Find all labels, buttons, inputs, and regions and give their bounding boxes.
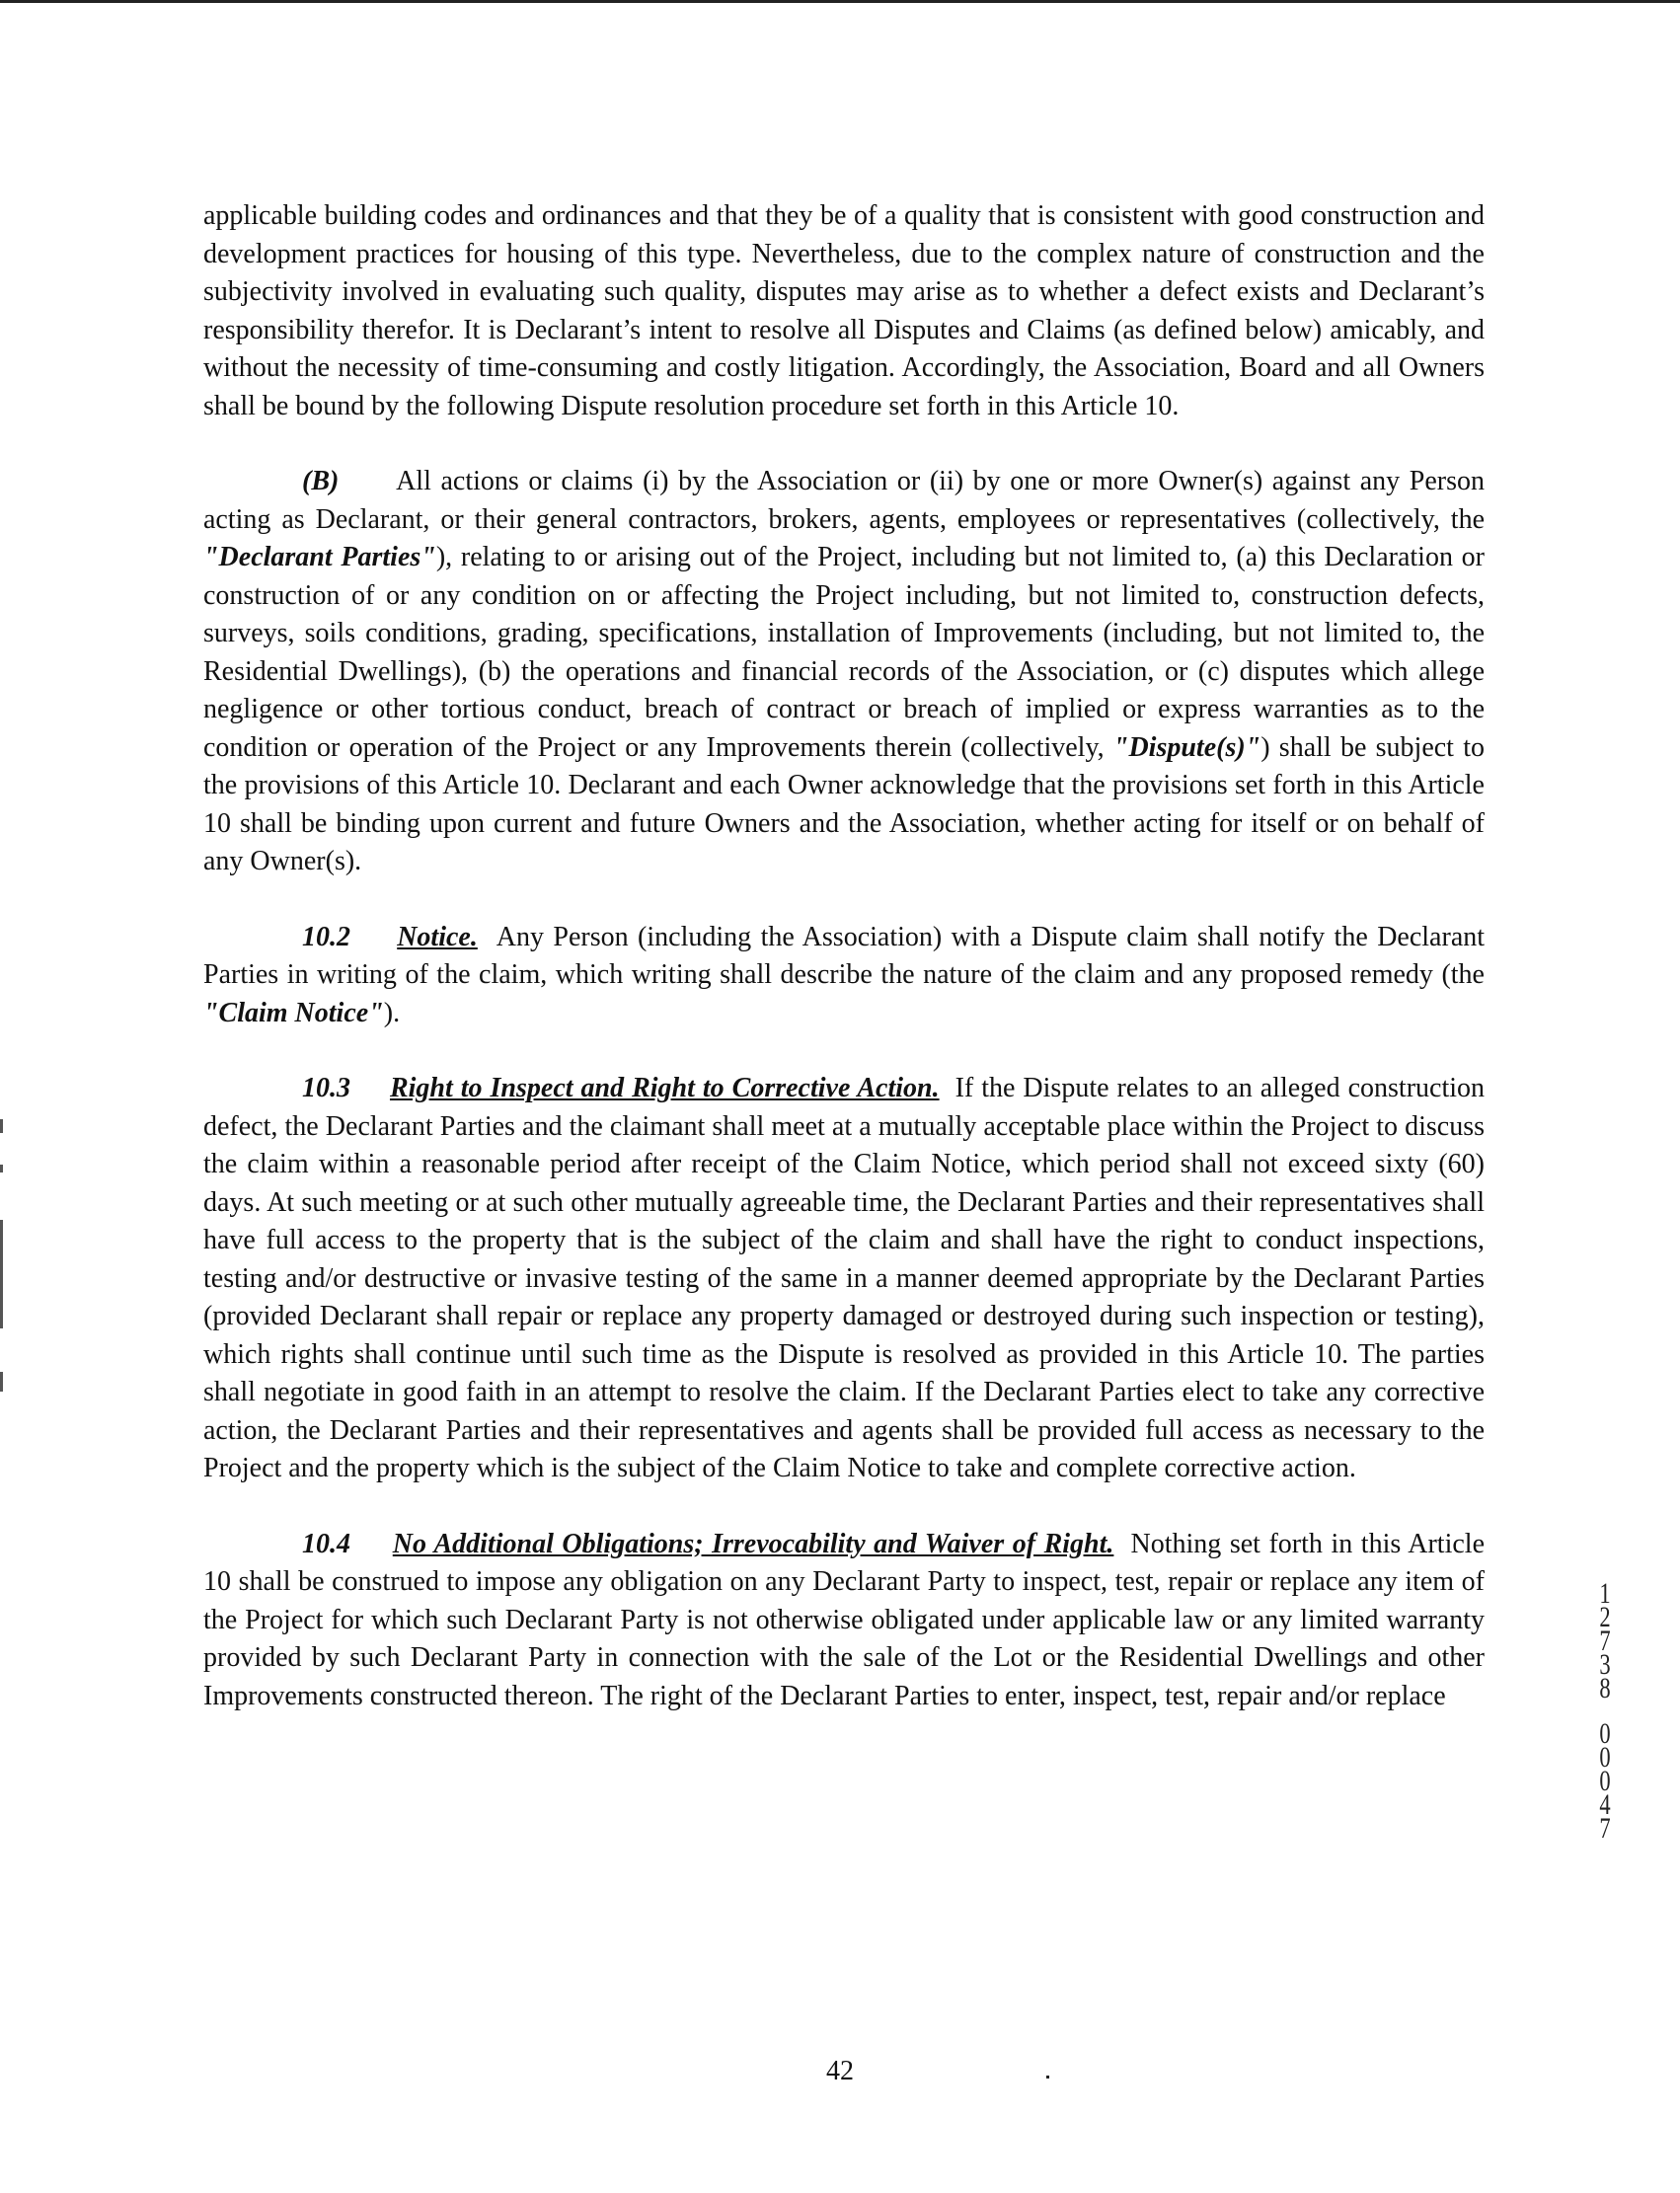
stamp-digit: 2 (1599, 1601, 1611, 1633)
scan-edge-mark (0, 1220, 3, 1328)
stamp-digit: 7 (1599, 1625, 1611, 1657)
paragraph-text: All actions or claims (i) by the Association or (ii) by one or more Owner(s) against any Person acting as Declarant, or their general contractors, brokers, agents, employees or representatives (collectively, the (203, 466, 1486, 535)
section-title: Right to Inspect and Right to Corrective Action. (389, 1073, 940, 1103)
section-title: Notice. (397, 921, 478, 952)
paragraph-text: ) shall be subject to the provisions of this Article 10. Declarant and each Owner acknowledge that the provisions set forth in this Article 10 shall be binding upon current and future Owners and the Association, whether acting for itself or on behalf of any Owner(s). (203, 731, 1485, 876)
paragraph-label: (B) (302, 466, 340, 496)
section-10-4 (203, 1526, 1485, 1716)
paragraph-continuation: applicable building codes and ordinances and that they be of a quality that is consistent with good construction and development practices for housing of this type. Nevertheless, due to the complex nature of construction and the subjectivity involved in evaluating such quality, disputes may arise as to whether a defect exists and Declarant’s responsibility therefor. It is Declarant’s intent to resolve all Disputes and Claims (as defined below) amicably, and without the necessity of time-consuming and costly litigation. Accordingly, the Association, Board and all Owners shall be bound by the following Dispute resolution procedure set forth in this Article 10. (203, 200, 1485, 421)
defined-term: "Declarant Parties" (203, 542, 436, 572)
recording-number-stamp (1590, 1577, 1620, 1845)
stamp-digit: 0 (1599, 1765, 1611, 1797)
section-title: No Additional Obligations; Irrevocability and Waiver of Right. (392, 1528, 1114, 1559)
stamp-digit: 7 (1599, 1812, 1611, 1845)
scan-speck (1046, 2076, 1049, 2079)
section-text: If the Dispute relates to an alleged construction defect, the Declarant Parties and the claimant shall meet at a mutually acceptable place within the Project to discuss the claim within a reasonable period after receipt of the Claim Notice, which period shall not exceed sixty (60) days. At such meeting or at such other mutually agreeable time, the Declarant Parties and their representatives shall have full access to the property that is the subject of the claim and shall have the right to conduct inspections, testing and/or destructive or invasive testing of the same in a manner deemed appropriate by the Declarant Parties (provided Declarant shall repair or replace any property damaged or destroyed during such inspection or testing), which rights shall continue until such time as the Dispute is resolved as provided in this Article 10. The parties shall negotiate in good faith in an attempt to resolve the claim. If the Declarant Parties elect to take any corrective action, the Declarant Parties and their representatives and agents shall be provided full access as necessary to the Project and the property which is the subject of the Claim Notice to take and complete corrective action. (203, 1073, 1486, 1483)
scan-edge-mark (0, 1165, 3, 1172)
section-text: Any Person (including the Association) with a Dispute claim shall notify the Declarant Parties in writing of the claim, which writing shall describe the nature of the claim and any proposed remedy (the (203, 921, 1486, 990)
paragraph-b (203, 463, 1485, 881)
stamp-digit: 0 (1599, 1717, 1611, 1750)
defined-term: "Claim Notice" (203, 997, 384, 1028)
page-number: 42 (826, 2056, 854, 2086)
stamp-digit: 0 (1599, 1741, 1611, 1774)
stamp-digit: 4 (1599, 1788, 1611, 1821)
section-number: 10.4 (302, 1528, 350, 1559)
paragraph-text: ), relating to or arising out of the Project, including but not limited to, (a) this Declaration or construction of or any condition on or affecting the Project including, but not limited to, construction defects, surveys, soils conditions, grading, specifications, installation of Improvements (including, but not limited to, the Residential Dwellings), (b) the operations and financial records of the Association, or (c) disputes which allege negligence or other tortious conduct, breach of contract or breach of implied or express warranties as to the condition or operation of the Project or any Improvements therein (collectively, (203, 542, 1486, 763)
stamp-digit: 1 (1599, 1577, 1611, 1610)
section-number: 10.2 (302, 921, 350, 952)
document-page (203, 197, 1485, 1753)
defined-term: "Dispute(s)" (1112, 731, 1261, 763)
scan-edge-mark (0, 1372, 3, 1392)
section-10-2 (203, 919, 1485, 1033)
section-number: 10.3 (302, 1073, 350, 1103)
scan-edge-mark (0, 1119, 3, 1133)
section-10-3 (203, 1070, 1485, 1488)
stamp-digit: 3 (1599, 1648, 1611, 1681)
section-text: ). (383, 997, 401, 1028)
scan-top-edge (0, 0, 1680, 3)
section-text: Nothing set forth in this Article 10 shall be construed to impose any obligation on any Declarant Party to inspect, test, repair or replace any item of the Project for which such Declarant Party is not otherwise obligated under applicable law or any limited warranty provided by such Declarant Party in connection with the sale of the Lot or the Residential Dwellings and other Improvements constructed thereon. The right of the Declarant Parties to enter, inspect, test, repair and/or replace (203, 1528, 1486, 1711)
stamp-digit: 8 (1599, 1672, 1611, 1704)
